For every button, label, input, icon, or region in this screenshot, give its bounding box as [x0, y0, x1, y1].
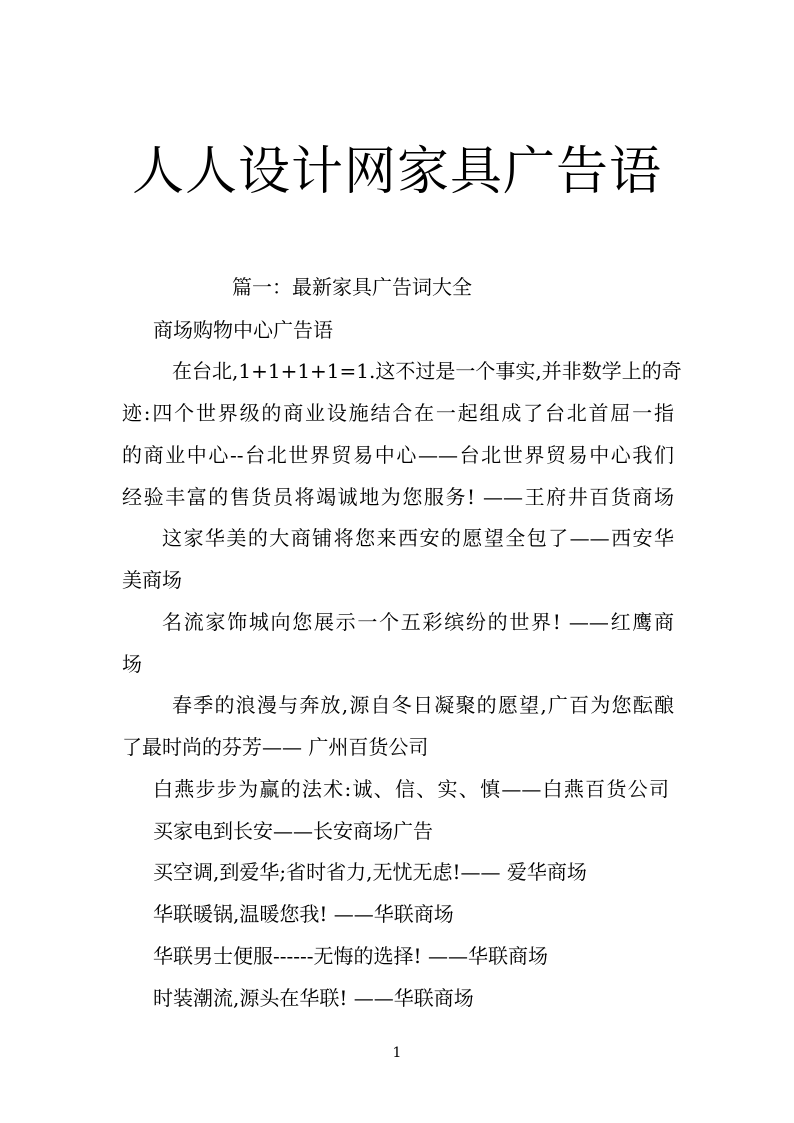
paragraph-line: 了最时尚的芬芳—— 广州百货公司	[122, 735, 429, 759]
paragraph-line: 买空调,到爱华;省时省力,无忧无虑!—— 爱华商场	[153, 860, 587, 884]
paragraph-line: 经验丰富的售货员将竭诚地为您服务! ——王府井百货商场	[122, 485, 674, 509]
paragraph-line: 迹:四个世界级的商业设施结合在一起组成了台北首屈一指	[122, 401, 674, 425]
paragraph-line: 买家电到长安——长安商场广告	[153, 819, 433, 843]
paragraph-line: 这家华美的大商铺将您来西安的愿望全包了——西安华	[162, 526, 674, 550]
section-heading: 篇一：最新家具广告词大全	[232, 275, 472, 299]
paragraph-line: 名流家饰城向您展示一个五彩缤纷的世界! ——红鹰商	[162, 610, 674, 634]
paragraph-line: 白燕步步为赢的法术:诚、信、实、慎——白燕百货公司	[153, 777, 669, 801]
paragraph-line: 场	[122, 652, 142, 676]
page-number: 1	[392, 1045, 402, 1061]
paragraph-line: 华联男士便服------无悔的选择! ——华联商场	[153, 944, 548, 968]
paragraph-line: 时装潮流,源头在华联! ——华联商场	[153, 986, 474, 1010]
paragraph-line: 商场购物中心广告语	[153, 318, 333, 342]
page-title: 人人设计网家具广告语	[131, 142, 662, 202]
paragraph-line: 春季的浪漫与奔放,源自冬日凝聚的愿望,广百为您酝酿	[172, 693, 674, 717]
paragraph-line: 华联暖锅,温暖您我! ——华联商场	[153, 902, 454, 926]
paragraph-line: 的商业中心--台北世界贸易中心——台北世界贸易中心我们	[122, 443, 674, 467]
paragraph-line: 在台北,1+1+1+1=1.这不过是一个事实,并非数学上的奇	[172, 359, 682, 383]
paragraph-line: 美商场	[122, 568, 182, 592]
